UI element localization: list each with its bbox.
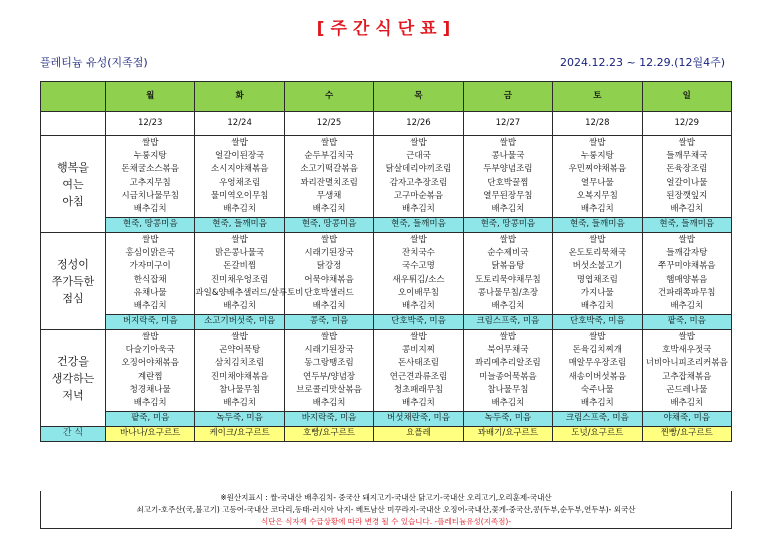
menu-cell [106, 330, 195, 412]
menu-item: 가지나물 [580, 287, 614, 298]
menu-cell [642, 330, 731, 412]
porridge-cell: 단호박죽, 미음 [553, 315, 642, 330]
menu-item: 쌀밥 [410, 138, 427, 148]
menu-item: 동그랑땡조림 [304, 358, 354, 369]
meal-label-line: 쭈가득한 [51, 274, 95, 288]
menu-item: 감자고추장조림 [389, 177, 448, 188]
snack-cell: 꽈배기/요구르트 [463, 427, 552, 442]
menu-item: 배추김치 [312, 300, 346, 311]
meal-label-line: 저녁 [62, 388, 84, 402]
menu-item: 오이배무침 [397, 287, 439, 298]
porridge-cell: 현죽, 들깨미음 [374, 218, 463, 233]
menu-item: 명엽채조림 [576, 274, 618, 285]
page-title: [주간식단표] [316, 19, 457, 39]
menu-cell [463, 136, 552, 218]
menu-item: 누룽지탕 [580, 151, 614, 162]
snack-label: 간 식 [41, 427, 106, 442]
menu-item: 잔치국수 [402, 248, 435, 259]
porridge-cell: 현죽, 들깨미음 [553, 218, 642, 233]
porridge-cell: 현죽, 땅콩미음 [106, 218, 195, 233]
menu-item: 다슬기아욱국 [125, 345, 175, 356]
branch-name: 플레티늄 유성(지족점) [40, 56, 148, 69]
menu-item: 숙주나물 [580, 384, 614, 395]
menu-item: 쌀밥 [589, 332, 606, 342]
change-notice: 식단은 식자재 수급상황에 따라 변경 될 수 있습니다. -플레티늄유성(지족점)- [260, 517, 512, 526]
menu-item: 버섯소불고기 [572, 261, 622, 272]
day-name: 금 [463, 82, 552, 112]
menu-item: 너비아니피조리커볶음 [645, 358, 728, 369]
menu-item: 배추김치 [580, 203, 614, 214]
menu-item: 도토리묵야채무침 [475, 274, 541, 285]
menu-item: 유채나물 [133, 287, 167, 298]
menu-item: 쌀밥 [410, 332, 427, 342]
menu-item: 쌀밥 [589, 138, 606, 148]
menu-item: 쌀밥 [320, 332, 338, 342]
porridge-cell: 팥죽, 미음 [106, 412, 195, 427]
menu-item: 북어무채국 [487, 345, 529, 356]
snack-row [41, 427, 732, 442]
porridge-cell: 콩죽, 미음 [284, 315, 373, 330]
porridge-cell: 팥죽, 미음 [642, 315, 731, 330]
menu-item: 홍심이맑은국 [125, 248, 175, 259]
menu-item: 한식잡채 [133, 274, 167, 285]
menu-item: 무생채 [316, 190, 342, 201]
menu-item: 삼치김치조림 [214, 358, 265, 369]
menu-cell [284, 330, 373, 412]
menu-item: 시래기된장국 [304, 345, 354, 356]
menu-item: 햄매양볶음 [666, 274, 708, 285]
menu-item: 우민찌야채볶음 [568, 164, 627, 175]
menu-item: 얼갈이나물 [666, 177, 708, 188]
porridge-cell: 단호박죽, 미음 [374, 315, 463, 330]
origin-line-1: ※원산지표시 : 쌀-국내산 배추김치- 중국산 돼지고기-국내산 닭고기-국내산 오리고기,오리훈제-국내산 [220, 493, 552, 502]
meal-label [41, 136, 106, 233]
snack-cell: 요플레 [374, 427, 463, 442]
day-name: 화 [195, 82, 284, 112]
menu-item: 새송이버섯볶음 [568, 371, 627, 382]
porridge-cell: 소고기버섯죽, 미음 [195, 315, 284, 330]
menu-cell [195, 330, 284, 412]
day-name: 토 [553, 82, 642, 112]
meal-row [41, 136, 732, 218]
porridge-cell: 야채죽, 미음 [642, 412, 731, 427]
menu-item: 참나물무침 [219, 384, 261, 395]
menu-item: 곤약어묵탕 [219, 345, 261, 356]
day-date: 12/28 [553, 112, 642, 136]
menu-item: 계란찜 [137, 371, 163, 382]
day-date: 12/25 [284, 112, 373, 136]
menu-item: 쌀밥 [678, 138, 695, 148]
menu-item: 쌀밥 [141, 235, 159, 245]
menu-item: 청경채나물 [129, 384, 171, 395]
meal-label-line: 점심 [62, 291, 84, 305]
menu-item: 소고기떡갈볶음 [300, 164, 358, 175]
meal-row [41, 233, 732, 315]
snack-cell: 호빵/요구르트 [284, 427, 373, 442]
corner-cell [41, 112, 106, 136]
meal-label-line: 생각하는 [51, 371, 95, 385]
menu-item: 단호박샐러드 [304, 287, 354, 298]
day-header-row [41, 82, 732, 112]
menu-item: 연근견과류조림 [389, 371, 448, 382]
menu-item: 콩나물국 [491, 151, 525, 162]
menu-item: 콩나물무침/초장 [477, 287, 539, 298]
day-name: 월 [106, 82, 195, 112]
menu-cell [284, 233, 373, 315]
menu-item: 쌀밥 [499, 235, 517, 245]
menu-item: 쌀밥 [410, 235, 427, 245]
menu-item: 순수제비국 [487, 248, 529, 259]
menu-item: 참나물무침 [487, 384, 529, 395]
porridge-row [41, 412, 732, 427]
day-date: 12/23 [106, 112, 195, 136]
porridge-cell: 현죽, 땅콩미음 [284, 218, 373, 233]
menu-item: 진미채야채볶음 [210, 371, 269, 382]
menu-item: 닭살데리야끼조림 [385, 164, 452, 175]
menu-item: 쌀밥 [141, 332, 159, 342]
menu-item: 쌀밥 [231, 138, 248, 148]
menu-item: 돈사태조림 [397, 358, 439, 369]
menu-cell [374, 136, 463, 218]
menu-item: 시래기된장국 [304, 248, 354, 259]
snack-cell: 바나나/요구르트 [106, 427, 195, 442]
day-date: 12/29 [642, 112, 731, 136]
porridge-cell: 크림스프죽, 미음 [553, 412, 642, 427]
menu-item: 배추김치 [670, 203, 704, 214]
menu-item: 돈육장조림 [666, 164, 708, 175]
menu-item: 호박새우젓국 [662, 345, 712, 356]
menu-item: 쭈꾸미야채볶음 [658, 261, 716, 272]
porridge-row [41, 218, 732, 233]
menu-item: 시금치나물무침 [121, 190, 179, 201]
day-name: 수 [284, 82, 373, 112]
porridge-cell: 녹두죽, 미음 [463, 412, 552, 427]
menu-cell [553, 233, 642, 315]
menu-item: 배추김치 [223, 397, 257, 408]
meal-label [41, 330, 106, 427]
menu-item: 배추김치 [491, 203, 525, 214]
menu-cell [642, 136, 731, 218]
porridge-cell: 크림스프죽, 미음 [463, 315, 552, 330]
menu-item: 열무된장무침 [483, 190, 533, 201]
menu-item: 매알무우장조림 [568, 358, 627, 369]
day-name: 일 [642, 82, 731, 112]
menu-item: 배추김치 [133, 203, 167, 214]
menu-item: 들깨무채국 [666, 151, 708, 162]
day-date: 12/24 [195, 112, 284, 136]
menu-item: 쌀밥 [499, 332, 517, 342]
menu-item: 두부양념조림 [483, 164, 533, 175]
menu-item: 누룽지탕 [133, 151, 167, 162]
menu-item: 고구마순볶음 [393, 190, 444, 201]
weekly-menu-table [40, 81, 732, 442]
menu-item: 배추김치 [133, 300, 167, 311]
menu-item: 곤드레나물 [666, 384, 708, 395]
menu-item: 오징어야채볶음 [121, 358, 179, 369]
porridge-cell: 바지락죽, 미음 [284, 412, 373, 427]
menu-cell [642, 233, 731, 315]
menu-item: 배추김치 [491, 397, 525, 408]
menu-item: 단호박꿀찜 [487, 177, 529, 188]
menu-item: 쌀밥 [678, 332, 695, 342]
menu-period: 2024.12.23 ~ 12.29.(12월4주) [559, 56, 725, 69]
porridge-cell: 현죽, 들깨미음 [642, 218, 731, 233]
menu-item: 꽈리메추리알조림 [475, 358, 541, 369]
snack-cell: 도넛/요구르트 [553, 427, 642, 442]
snack-cell: 찐빵/요구르트 [642, 427, 731, 442]
menu-item: 쌀밥 [320, 138, 338, 148]
menu-item: 닭볶음탕 [491, 261, 525, 272]
menu-item: 순두부김치국 [304, 151, 354, 162]
porridge-row [41, 315, 732, 330]
menu-item: 쌀밥 [678, 235, 695, 245]
porridge-cell: 현죽, 들깨미음 [195, 218, 284, 233]
menu-item: 브로콜리맛살볶음 [296, 384, 362, 395]
meal-label [41, 233, 106, 330]
menu-item: 배추김치 [402, 203, 435, 214]
menu-item: 꽈리잔멸치조림 [300, 177, 358, 188]
menu-item: 쌀밥 [499, 138, 517, 148]
menu-item: 쌀밥 [141, 138, 159, 148]
menu-item: 어묵야채볶음 [304, 274, 354, 285]
day-date: 12/26 [374, 112, 463, 136]
menu-item: 우엉채조림 [219, 177, 261, 188]
day-date: 12/27 [463, 112, 552, 136]
menu-item: 배추김치 [312, 203, 346, 214]
meal-label-line: 여는 [62, 177, 84, 191]
menu-item: 배추김치 [580, 397, 614, 408]
menu-item: 배추김치 [223, 300, 257, 311]
menu-item: 미늘종어묵볶음 [479, 371, 537, 382]
menu-cell [553, 136, 642, 218]
menu-item: 들깨감자탕 [666, 248, 708, 259]
menu-item: 청초패래무침 [393, 384, 444, 395]
menu-cell [553, 330, 642, 412]
snack-cell: 케이크/요구르트 [195, 427, 284, 442]
menu-item: 배추김치 [580, 300, 614, 311]
menu-cell [463, 233, 552, 315]
menu-item: 얼갈이된장국 [214, 151, 265, 162]
menu-item: 쌀밥 [231, 235, 248, 245]
menu-cell [374, 233, 463, 315]
meal-label-line: 행복을 [57, 160, 89, 174]
porridge-cell: 버지락죽, 미음 [106, 315, 195, 330]
menu-item: 고추잡채볶음 [662, 371, 712, 382]
porridge-cell: 버섯채란죽, 미음 [374, 412, 463, 427]
menu-cell [284, 136, 373, 218]
menu-item: 국수고명 [402, 261, 435, 272]
menu-item: 고추지무침 [129, 177, 171, 188]
porridge-cell: 녹두죽, 미음 [195, 412, 284, 427]
menu-item: 온도토리묵채국 [568, 248, 627, 259]
menu-cell [106, 233, 195, 315]
menu-item: 배추김치 [133, 397, 167, 408]
menu-item: 돈육김치찌개 [572, 345, 622, 356]
menu-item: 배추김치 [402, 300, 435, 311]
menu-cell [374, 330, 463, 412]
menu-item: 콩비지찌 [402, 345, 435, 356]
menu-item: 열무나물 [580, 177, 614, 188]
menu-item: 쌀밥 [320, 235, 338, 245]
menu-item: 돈갈비찜 [223, 261, 257, 272]
menu-item: 오복지무침 [576, 190, 618, 201]
menu-item: 물미역오이무침 [210, 190, 269, 201]
meal-label-line: 아침 [62, 194, 84, 208]
menu-item: 배추김치 [402, 397, 435, 408]
day-name: 목 [374, 82, 463, 112]
corner-cell [41, 82, 106, 112]
menu-item: 맑은콩나물국 [214, 248, 265, 259]
menu-item: 배추김치 [670, 300, 704, 311]
date-row [41, 112, 732, 136]
menu-item: 과일&양배추샐러드/살루토비 [195, 287, 304, 298]
menu-item: 새우튀김/소스 [392, 274, 445, 285]
origin-line-2: 쇠고기-호주산(국,불고기) 고등어-국내산 코다리,동태-러시아 낙지- 베트남산 미꾸라지-국내산 오징어-국내산,꽃게-중국산,콩(두부,순두부,연두부)- 외국산 [136, 505, 636, 514]
menu-item: 닭강정 [316, 261, 342, 272]
menu-item: 가자미구이 [129, 261, 171, 272]
meal-label-line: 정성이 [57, 257, 89, 271]
menu-item: 소시지야채볶음 [210, 164, 269, 175]
menu-cell [463, 330, 552, 412]
menu-item: 배추김치 [223, 203, 257, 214]
menu-cell [195, 233, 304, 315]
menu-item: 배추김치 [312, 397, 346, 408]
meal-label-line: 건강을 [57, 354, 89, 368]
menu-item: 배추김치 [491, 300, 525, 311]
menu-item: 건파래쪽파무침 [658, 287, 716, 298]
footer-notes [40, 491, 732, 529]
menu-item: 된장깻잎지 [666, 190, 708, 201]
menu-cell [195, 136, 284, 218]
menu-item: 쌀밥 [231, 332, 248, 342]
menu-cell [106, 136, 195, 218]
menu-item: 쌀밥 [589, 235, 606, 245]
menu-item: 연두부/양념장 [302, 371, 356, 382]
menu-item: 돈채굴소스볶음 [121, 164, 179, 175]
porridge-cell: 현죽, 땅콩미음 [463, 218, 552, 233]
menu-item: 근대국 [406, 151, 431, 162]
menu-item: 진미채우엉조림 [210, 274, 269, 285]
meal-row [41, 330, 732, 412]
menu-item: 배추김치 [670, 397, 704, 408]
